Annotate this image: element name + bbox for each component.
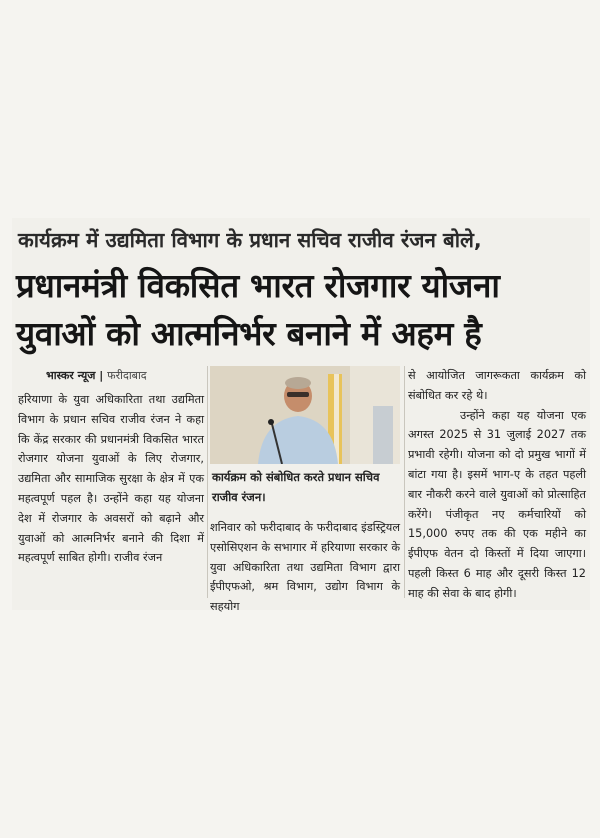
dateline-source: भास्कर न्यूज	[46, 369, 96, 382]
photo-caption: कार्यक्रम को संबोधित करते प्रधान सचिव राजीव रंजन।	[212, 470, 380, 504]
dateline-divider: |	[99, 369, 104, 382]
headline-line-2: युवाओं को आत्मनिर्भर बनाने में अहम है	[16, 314, 482, 353]
news-clipping	[12, 218, 590, 614]
dateline	[46, 366, 204, 382]
column-2-text: शनिवार को फरीदाबाद के फरीदाबाद इंडस्ट्रियल एसोसिएशन के सभागार में हरियाणा सरकार के युवा अधिकारिता तथा उद्यमिता विभाग द्वारा ईपीएफओ, श्रम विभाग, उद्योग विभाग के सहयोग	[210, 521, 400, 614]
column-1-text: हरियाणा के युवा अधिकारिता तथा उद्यमिता विभाग के प्रधान सचिव राजीव रंजन ने कहा कि केंद्र सरकार की प्रधानमंत्री विकसित भारत रोजगार योजना युवाओं के लिए रोजगार, उद्यमिता और सामाजिक सुरक्षा के क्षेत्र में एक महत्वपूर्ण पहल है। उन्होंने कहा यह योजना देश में रोजगार के अवसरों को बढ़ाने और युवाओं को आत्मनिर्भर बनाने की दिशा में महत्वपूर्ण साबित होगी। राजीव रंजन	[18, 393, 204, 565]
article-column-1	[18, 366, 204, 568]
column-3-paragraph-2: उन्होंने कहा यह योजना एक अगस्त 2025 से 31 जुलाई 2027 तक प्रभावी रहेगी। योजना को दो प्रमुख भागों में बांटा गया है। इसमें भाग-ए के तहत पहली बार नौकरी करने वाले युवाओं को प्रोत्साहित करेंगे। पंजीकृत नए कर्मचारियों को 15,000 रुपए तक की एक महीने का ईपीएफ वेतन दो किस्तों में दिया जाएगा। पहली किस्त 6 माह और दूसरी किस्त 12 माह की सेवा के बाद होगी।	[408, 408, 586, 600]
column-divider	[207, 366, 208, 598]
headline-line-1: प्रधानमंत्री विकसित भारत रोजगार योजना	[16, 266, 500, 305]
column-divider	[404, 366, 405, 598]
article-kicker: कार्यक्रम में उद्यमिता विभाग के प्रधान सचिव राजीव रंजन बोले,	[18, 228, 482, 252]
speaker-photo-illustration	[210, 366, 400, 464]
article-column-2	[210, 518, 400, 617]
article-photo	[210, 366, 400, 464]
column-3-paragraph-1: से आयोजित जागरूकता कार्यक्रम को संबोधित कर रहे थे।	[408, 369, 586, 402]
dateline-city: फरीदाबाद	[107, 369, 147, 382]
article-column-3	[408, 366, 586, 604]
